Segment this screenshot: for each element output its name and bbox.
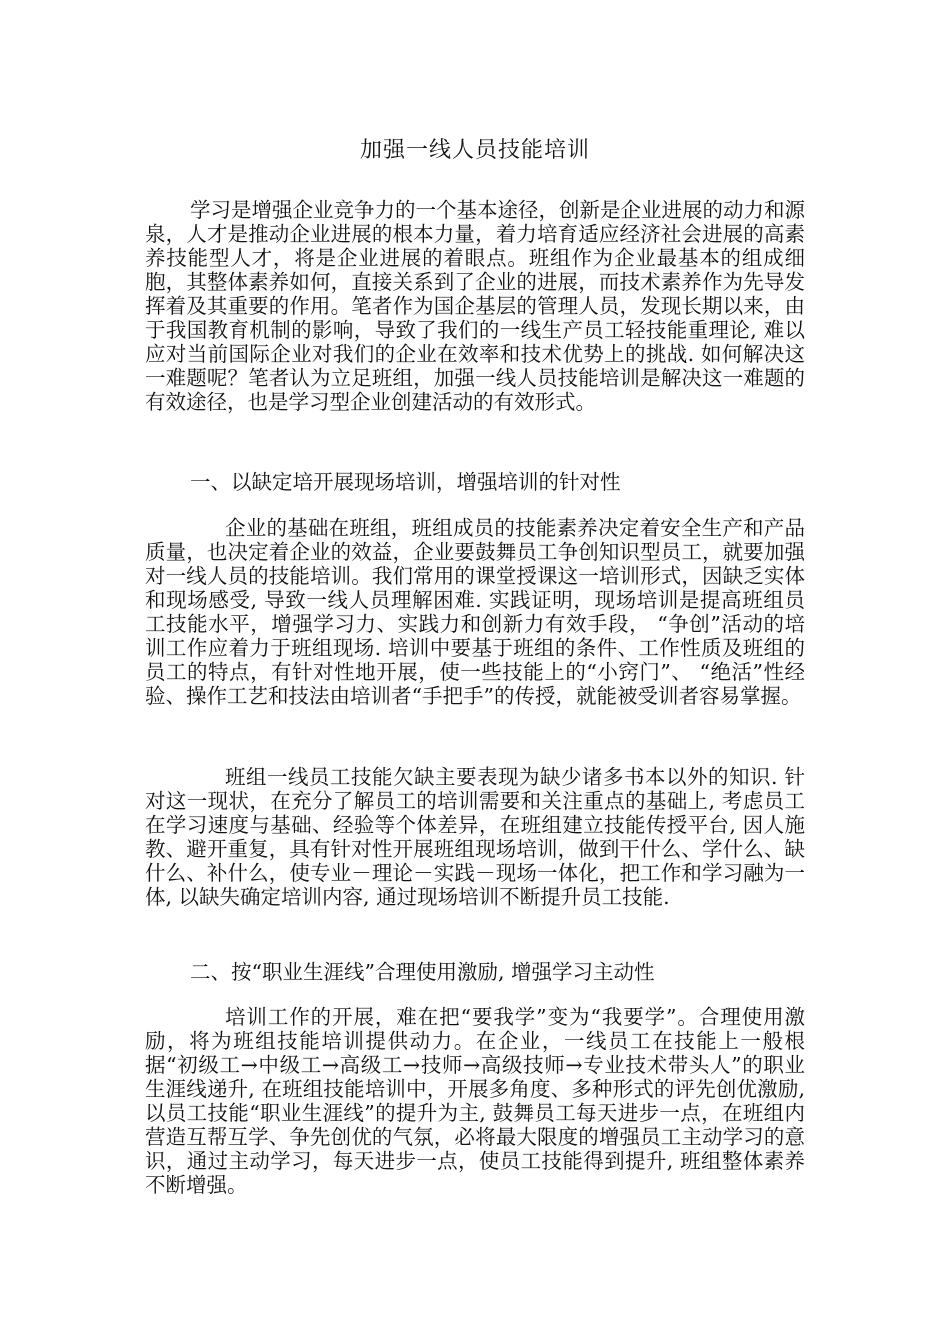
section-heading-2: 二、按“职业生涯线”合理使用激励, 增强学习主动性 [190, 960, 655, 984]
paragraph-intro: 学习是增强企业竞争力的一个基本途径，创新是企业进展的动力和源泉，人才是推动企业进展的根本力量，着力培育适应经济社会进展的高素养技能型人才，将是企业进展的着眼点。班组作为企业最基本的组成细胞，其整体素养如何，直接关系到了企业的进展，而技术素养作为先导发挥着及其重要的作用。笔者作为国企基层的管理人员，发现长期以来，由于我国教育机制的影响，导致了我们的一线生产员工轻技能重理论, 难以应对当前国际企业对我们的企业在效率和技术优势上的挑战. 如何解决这一难题呢？笔者认为立足班组，加强一线人员技能培训是解决这一难题的有效途径，也是学习型企业创建活动的有效形式。 [145, 198, 805, 414]
section-heading-1: 一、以缺定培开展现场培训，增强培训的针对性 [190, 470, 621, 494]
paragraph-section1-a: 企业的基础在班组，班组成员的技能素养决定着安全生产和产品质量，也决定着企业的效益，企业要鼓舞员工争创知识型员工，就要加强对一线人员的技能培训。我们常用的课堂授课这一培训形式，因缺乏实体和现场感受, 导致一线人员理解困难. 实践证明，现场培训是提高班组员工技能水平，增强学习力、实践力和创新力有效手段， “争创”活动的培训工作应着力于班组现场. 培训中要基于班组的条件、工作性质及班组的员工的特点，有针对性地开展，使一些技能上的“小窍门”、 “绝活”性经验、操作工艺和技法由培训者“手把手”的传授，就能被受训者容易掌握。 [145, 516, 805, 708]
paragraph-section1-b: 班组一线员工技能欠缺主要表现为缺少诸多书本以外的知识. 针对这一现状，在充分了解员工的培训需要和关注重点的基础上, 考虑员工在学习速度与基础、经验等个体差异，在班组建立技能传授平台, 因人施教、避开重复，具有针对性开展班组现场培训，做到干什么、学什么、缺什么、补什么，使专业－理论－实践－现场一体化，把工作和学习融为一体, 以缺失确定培训内容, 通过现场培训不断提升员工技能. [145, 765, 805, 909]
document-title: 加强一线人员技能培训 [359, 138, 590, 163]
paragraph-section2: 培训工作的开展，难在把“要我学”变为“我要学”。合理使用激励，将为班组技能培训提供动力。在企业，一线员工在技能上一般根据“初级工→中级工→高级工→技师→高级技师→专业技术带头人”的职业生涯线递升, 在班组技能培训中，开展多角度、多种形式的评先创优激励, 以员工技能“职业生涯线”的提升为主, 鼓舞员工每天进步一点，在班组内营造互帮互学、争先创优的气氛，必将最大限度的增强员工主动学习的意识，通过主动学习，每天进步一点，使员工技能得到提升, 班组整体素养不断增强。 [145, 1005, 805, 1197]
